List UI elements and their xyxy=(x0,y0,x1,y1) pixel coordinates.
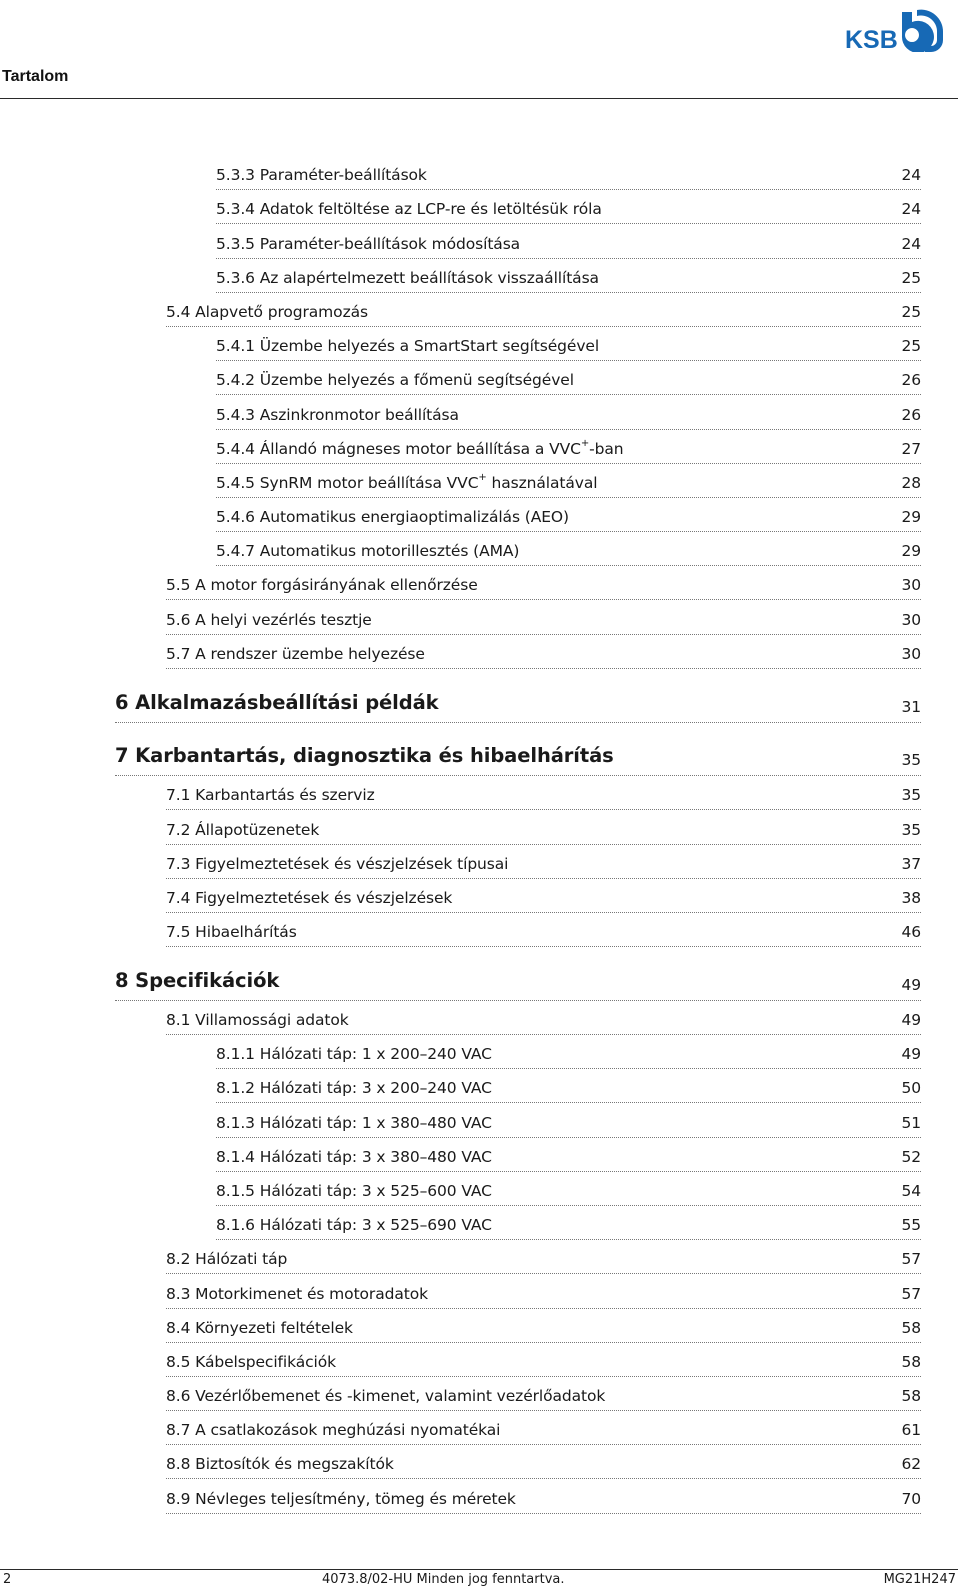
toc-entry-title: 8.5 Kábelspecifikációk xyxy=(166,1352,336,1371)
toc-entry-page-number: 58 xyxy=(901,1352,921,1371)
toc-entry[interactable] xyxy=(166,1479,921,1513)
toc-entry[interactable] xyxy=(166,1001,921,1035)
toc-entry[interactable] xyxy=(216,1103,921,1137)
toc-entry-title: 5.4.3 Aszinkronmotor beállítása xyxy=(216,405,459,424)
toc-entry-title: 8.1.1 Hálózati táp: 1 x 200–240 VAC xyxy=(216,1045,492,1064)
toc-entry-page-number: 30 xyxy=(901,576,921,595)
toc-entry-title: 5.4.7 Automatikus motorillesztés (AMA) xyxy=(216,542,520,561)
toc-entry[interactable] xyxy=(166,845,921,879)
page-header-title: Tartalom xyxy=(2,68,69,85)
toc-entry[interactable] xyxy=(166,879,921,913)
toc-entry-page-number: 70 xyxy=(901,1489,921,1508)
toc-entry-title: 5.3.3 Paraméter-beállítások xyxy=(216,166,427,185)
toc-entry-title: 8.1.3 Hálózati táp: 1 x 380–480 VAC xyxy=(216,1113,492,1132)
toc-entry-page-number: 50 xyxy=(901,1079,921,1098)
toc-entry-title: 5.3.4 Adatok feltöltése az LCP-re és letöltésük róla xyxy=(216,200,602,219)
toc-entry[interactable] xyxy=(166,1343,921,1377)
toc-entry-page-number: 62 xyxy=(901,1455,921,1474)
toc-entry-page-number: 24 xyxy=(901,200,921,219)
toc-entry-title: 6 Alkalmazásbeállítási példák xyxy=(115,690,439,714)
toc-entry[interactable] xyxy=(216,327,921,361)
toc-entry-page-number: 29 xyxy=(901,542,921,561)
toc-entry[interactable] xyxy=(166,1240,921,1274)
toc-entry-page-number: 49 xyxy=(901,1045,921,1064)
footer-doc-code: MG21H247 xyxy=(883,1572,956,1587)
toc-entry-title: 5.6 A helyi vezérlés tesztje xyxy=(166,610,372,629)
toc-entry[interactable] xyxy=(166,1377,921,1411)
footer-page-number: 2 xyxy=(3,1572,12,1587)
toc-entry-title: 7.5 Hibaelhárítás xyxy=(166,923,297,942)
toc-entry-title: 8.1.6 Hálózati táp: 3 x 525–690 VAC xyxy=(216,1216,492,1235)
toc-entry-page-number: 61 xyxy=(901,1421,921,1440)
toc-entry-title: 8.9 Névleges teljesítmény, tömeg és méretek xyxy=(166,1489,516,1508)
toc-entry-page-number: 46 xyxy=(901,923,921,942)
toc-entry-title: 8.1.4 Hálózati táp: 3 x 380–480 VAC xyxy=(216,1147,492,1166)
toc-entry-page-number: 27 xyxy=(901,439,921,458)
toc-entry[interactable] xyxy=(166,776,921,810)
toc-entry[interactable] xyxy=(166,1411,921,1445)
toc-entry-page-number: 24 xyxy=(901,234,921,253)
toc-entry[interactable] xyxy=(216,156,921,190)
toc-entry[interactable] xyxy=(216,1069,921,1103)
toc-entry-title: 7.1 Karbantartás és szerviz xyxy=(166,786,375,805)
toc-entry[interactable] xyxy=(216,1206,921,1240)
toc-entry-page-number: 25 xyxy=(901,268,921,287)
footer-copyright: 4073.8/02-HU Minden jog fenntartva. xyxy=(322,1572,565,1587)
toc-entry-page-number: 58 xyxy=(901,1387,921,1406)
toc-entry-page-number: 35 xyxy=(901,786,921,805)
toc-entry-title: 5.3.6 Az alapértelmezett beállítások visszaállítása xyxy=(216,268,599,287)
toc-entry[interactable] xyxy=(216,190,921,224)
ksb-logo-icon xyxy=(845,8,955,52)
toc-entry-page-number: 30 xyxy=(901,610,921,629)
toc-entry-title: 5.4.2 Üzembe helyezés a főmenü segítségével xyxy=(216,371,574,390)
toc-entry-page-number: 55 xyxy=(901,1216,921,1235)
toc-entry-title xyxy=(216,471,598,492)
toc-entry[interactable] xyxy=(216,395,921,429)
toc-entry-title: 8.1 Villamossági adatok xyxy=(166,1011,349,1029)
toc-entry[interactable] xyxy=(216,498,921,532)
toc-entry[interactable] xyxy=(216,259,921,293)
toc-entry-title xyxy=(216,437,624,458)
toc-entry-page-number: 57 xyxy=(901,1250,921,1269)
toc-entry-title: 7.4 Figyelmeztetések és vészjelzések xyxy=(166,888,453,907)
toc-entry-title: 8.7 A csatlakozások meghúzási nyomatékai xyxy=(166,1421,501,1440)
toc-entry[interactable] xyxy=(166,913,921,947)
toc-entry-page-number: 57 xyxy=(901,1284,921,1303)
header-divider xyxy=(0,98,958,99)
toc-entry-page-number: 54 xyxy=(901,1181,921,1200)
toc-entry-page-number: 49 xyxy=(901,975,921,994)
toc-entry-title: 8.6 Vezérlőbemenet és -kimenet, valamint vezérlőadatok xyxy=(166,1387,606,1406)
toc-entry-title: 7.3 Figyelmeztetések és vészjelzések típusai xyxy=(166,854,509,873)
toc-entry-page-number: 58 xyxy=(901,1318,921,1337)
toc-entry-title: 8 Specifikációk xyxy=(115,968,280,992)
toc-entry[interactable] xyxy=(166,810,921,844)
footer-divider xyxy=(0,1569,958,1570)
toc-entry[interactable] xyxy=(166,600,921,634)
toc-entry[interactable] xyxy=(115,669,921,723)
toc-entry[interactable] xyxy=(216,361,921,395)
toc-entry[interactable] xyxy=(166,1274,921,1308)
toc-entry-page-number: 26 xyxy=(901,405,921,424)
toc-entry-title-part: 5.4.5 SynRM motor beállítása VVC xyxy=(216,473,479,492)
toc-entry-page-number: 35 xyxy=(901,820,921,839)
toc-entry[interactable] xyxy=(166,1445,921,1479)
toc-entry[interactable] xyxy=(216,1172,921,1206)
toc-entry[interactable] xyxy=(216,430,921,464)
toc-entry-page-number: 37 xyxy=(901,854,921,873)
toc-entry-page-number: 28 xyxy=(901,473,921,492)
toc-entry-title: 7 Karbantartás, diagnosztika és hibaelhárítás xyxy=(115,744,614,768)
toc-entry[interactable] xyxy=(216,464,921,498)
table-of-contents xyxy=(0,156,960,1514)
toc-entry-page-number: 31 xyxy=(901,697,921,716)
toc-entry[interactable] xyxy=(216,224,921,258)
toc-entry-title: 5.4.1 Üzembe helyezés a SmartStart segítségével xyxy=(216,337,600,356)
toc-entry-title: 5.7 A rendszer üzembe helyezése xyxy=(166,644,425,663)
toc-entry[interactable] xyxy=(115,723,921,777)
toc-entry-title-part: -ban xyxy=(589,439,624,458)
toc-entry[interactable] xyxy=(166,566,921,600)
toc-entry-page-number: 26 xyxy=(901,371,921,390)
toc-entry-title: 5.4.6 Automatikus energiaoptimalizálás (AEO) xyxy=(216,508,569,527)
superscript-plus: + xyxy=(580,437,590,449)
toc-entry-title: 5.3.5 Paraméter-beállítások módosítása xyxy=(216,234,521,253)
toc-entry-page-number: 49 xyxy=(901,1011,921,1029)
toc-entry-page-number: 30 xyxy=(901,644,921,663)
toc-entry-title: 8.8 Biztosítók és megszakítók xyxy=(166,1455,394,1474)
toc-entry[interactable] xyxy=(216,532,921,566)
toc-entry-title: 8.4 Környezeti feltételek xyxy=(166,1318,353,1337)
toc-entry[interactable] xyxy=(166,635,921,669)
toc-entry-page-number: 38 xyxy=(901,888,921,907)
toc-entry-title-part: használatával xyxy=(486,473,598,492)
toc-entry-title: 5.4 Alapvető programozás xyxy=(166,302,368,321)
toc-entry[interactable] xyxy=(115,947,921,1001)
toc-entry-title: 8.1.5 Hálózati táp: 3 x 525–600 VAC xyxy=(216,1181,492,1200)
toc-entry-page-number: 25 xyxy=(901,337,921,356)
toc-entry-title-part: 5.4.4 Állandó mágneses motor beállítása a VVC xyxy=(216,439,581,458)
toc-entry-page-number: 52 xyxy=(901,1147,921,1166)
ksb-logo xyxy=(845,8,955,52)
toc-entry-page-number: 51 xyxy=(901,1113,921,1132)
superscript-plus: + xyxy=(478,471,487,483)
toc-entry-page-number: 25 xyxy=(901,302,921,321)
toc-entry[interactable] xyxy=(216,1138,921,1172)
toc-entry-page-number: 29 xyxy=(901,508,921,527)
ksb-logo-text: KSB xyxy=(845,26,898,52)
toc-entry[interactable] xyxy=(166,1309,921,1343)
toc-entry-title: 5.5 A motor forgásirányának ellenőrzése xyxy=(166,576,478,595)
toc-entry-title: 7.2 Állapotüzenetek xyxy=(166,820,320,839)
toc-entry-page-number: 35 xyxy=(901,751,921,770)
toc-entry-title: 8.2 Hálózati táp xyxy=(166,1250,288,1269)
toc-entry-page-number: 24 xyxy=(901,166,921,185)
toc-entry[interactable] xyxy=(216,1035,921,1069)
toc-entry-title: 8.3 Motorkimenet és motoradatok xyxy=(166,1284,428,1303)
toc-entry[interactable] xyxy=(166,293,921,327)
toc-entry-title: 8.1.2 Hálózati táp: 3 x 200–240 VAC xyxy=(216,1079,492,1098)
